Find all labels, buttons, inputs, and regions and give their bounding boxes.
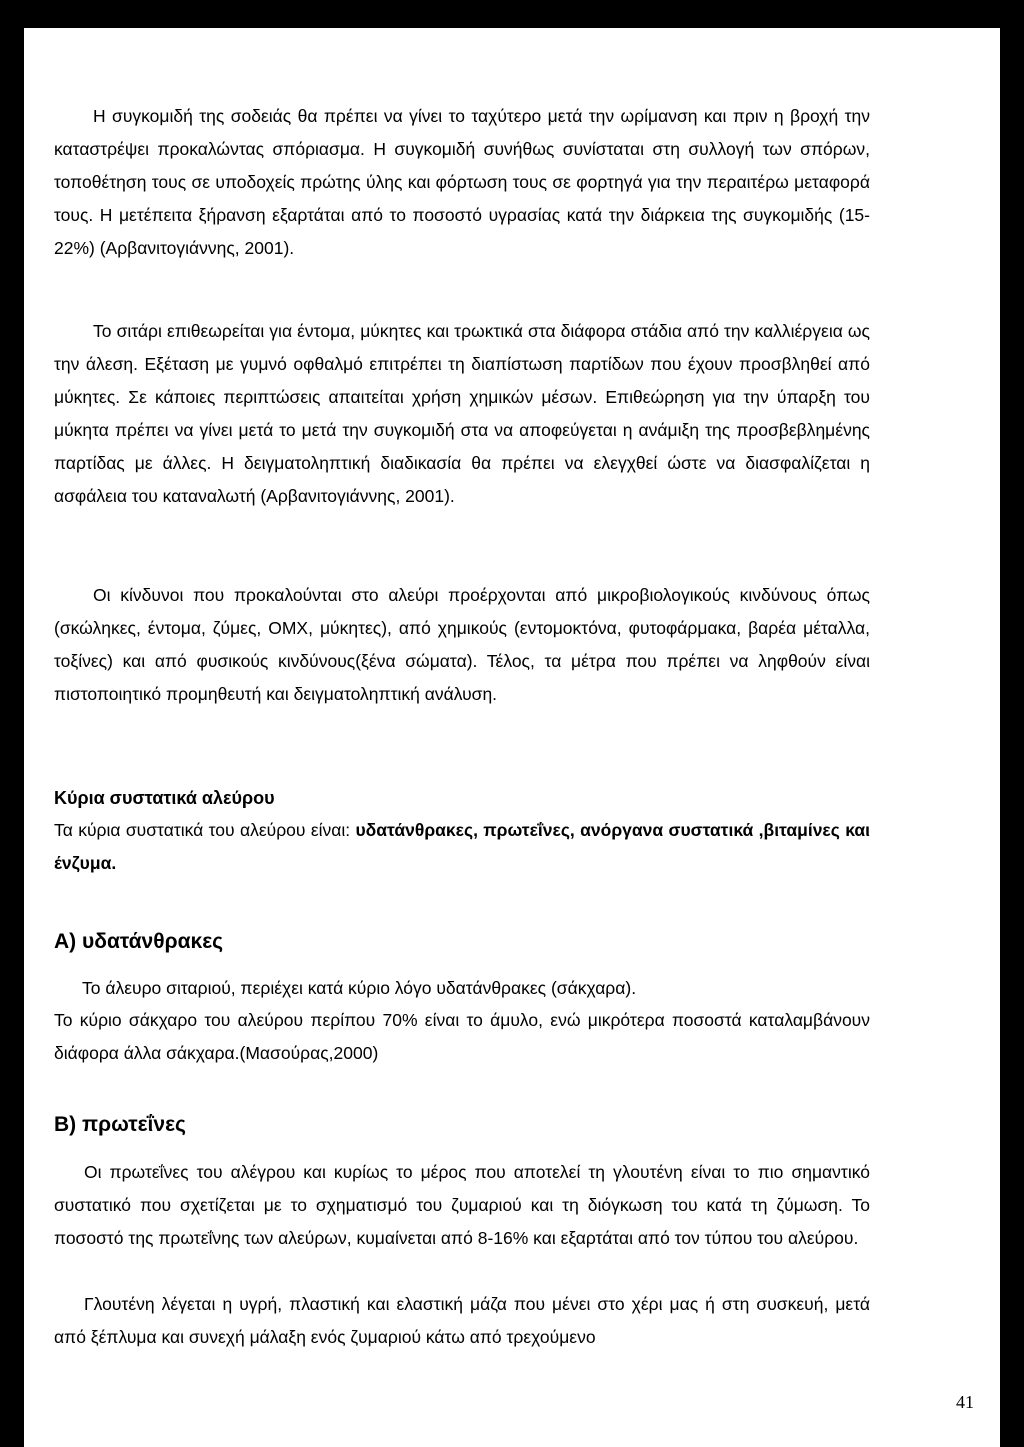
main-ingredients-intro: Τα κύρια συστατικά του αλεύρου είναι: [54,820,356,840]
heading-carbohydrates: Α) υδατάνθρακες [54,930,224,953]
paragraph-carbs-1: Το άλευρο σιταριού, περιέχει κατά κύριο λόγο υδατάνθρακες (σάκχαρα). [82,978,637,998]
main-ingredients-list: υδατάνθρακες, πρωτεΐνες, ανόργανα συστατικά ,βιταμίνες και ένζυμα. [54,820,870,873]
paragraph-harvest: Η συγκομιδή της σοδειάς θα πρέπει να γίνει το ταχύτερο μετά την ωρίμανση και πριν η βροχή την καταστρέψει προκαλώντας σπόριασμα. Η συγκομιδή συνήθως συνίσταται στη συλλογή των σπόρων, τοποθέτηση τους σε υποδοχείς πρώτης ύλης και φόρτωση τους σε φορτηγά για την περαιτέρω μεταφορά τους. Η μετέπειτα ξήρανση εξαρτάται από το ποσοστό υγρασίας κατά την διάρκεια της συγκομιδής (15-22%) (Αρβανιτογιάννης, 2001). [54,106,870,258]
scan-margin-line [1000,36,1002,396]
paragraph-carbs-2: Το κύριο σάκχαρο του αλεύρου περίπου 70% είναι το άμυλο, ενώ μικρότερα ποσοστά καταλαμβάνουν διάφορα άλλα σάκχαρα.(Μασούρας,2000) [54,1010,870,1063]
paragraph-proteins-2: Γλουτένη λέγεται η υγρή, πλαστική και ελαστική μάζα που μένει στο χέρι μας ή στη συσκευή, μετά από ξέπλυμα και συνεχή μάλαξη ενός ζυμαριού κάτω από τρεχούμενο [54,1294,870,1347]
heading-proteins: Β) πρωτεΐνες [54,1113,186,1136]
main-ingredients-paragraph [54,814,870,880]
page-number: 41 [956,1392,974,1412]
paragraph-inspection: Το σιτάρι επιθεωρείται για έντομα, μύκητες και τρωκτικά στα διάφορα στάδια από την καλλιέργεια ως την άλεση. Εξέταση με γυμνό οφθαλμό επιτρέπει τη διαπίστωση παρτίδων που έχουν προσβληθεί από μύκητες. Σε κάποιες περιπτώσεις απαιτείται χρήση χημικών μέσων. Επιθεώρηση για την ύπαρξη του μύκητα πρέπει να γίνει μετά το μετά την συγκομιδή στα να αποφεύγεται η ανάμιξη της προσβεβλημένης παρτίδας με άλλες. Η δειγματοληπτική διαδικασία θα πρέπει να ελεγχθεί ώστε να διασφαλίζεται η ασφάλεια του καταναλωτή (Αρβανιτογιάννης, 2001). [54,321,870,506]
paragraph-hazards: Οι κίνδυνοι που προκαλούνται στο αλεύρι προέρχονται από μικροβιολογικούς κινδύνους όπως (σκώληκες, έντομα, ζύμες, ΟΜΧ, μύκητες), από χημικούς (εντομοκτόνα, φυτοφάρμακα, βαρέα μέταλλα, τοξίνες) και από φυσικούς κινδύνους(ξένα σώματα). Τέλος, τα μέτρα που πρέπει να ληφθούν είναι πιστοποιητικό προμηθευτή και δειγματοληπτική ανάλυση. [54,585,870,704]
paragraph-proteins-1: Οι πρωτεΐνες του αλέγρου και κυρίως το μέρος που αποτελεί τη γλουτένη είναι το πιο σημαντικό συστατικό που σχετίζεται με το σχηματισμό του ζυμαριού και τη διόγκωση του κατά τη ζύμωση. Το ποσοστό της πρωτεΐνης των αλεύρων, κυμαίνεται από 8-16% και εξαρτάται από τον τύπου του αλεύρου. [54,1162,870,1248]
section-title: Κύρια συστατικά αλεύρου [54,788,275,808]
document-page [24,28,1000,1447]
